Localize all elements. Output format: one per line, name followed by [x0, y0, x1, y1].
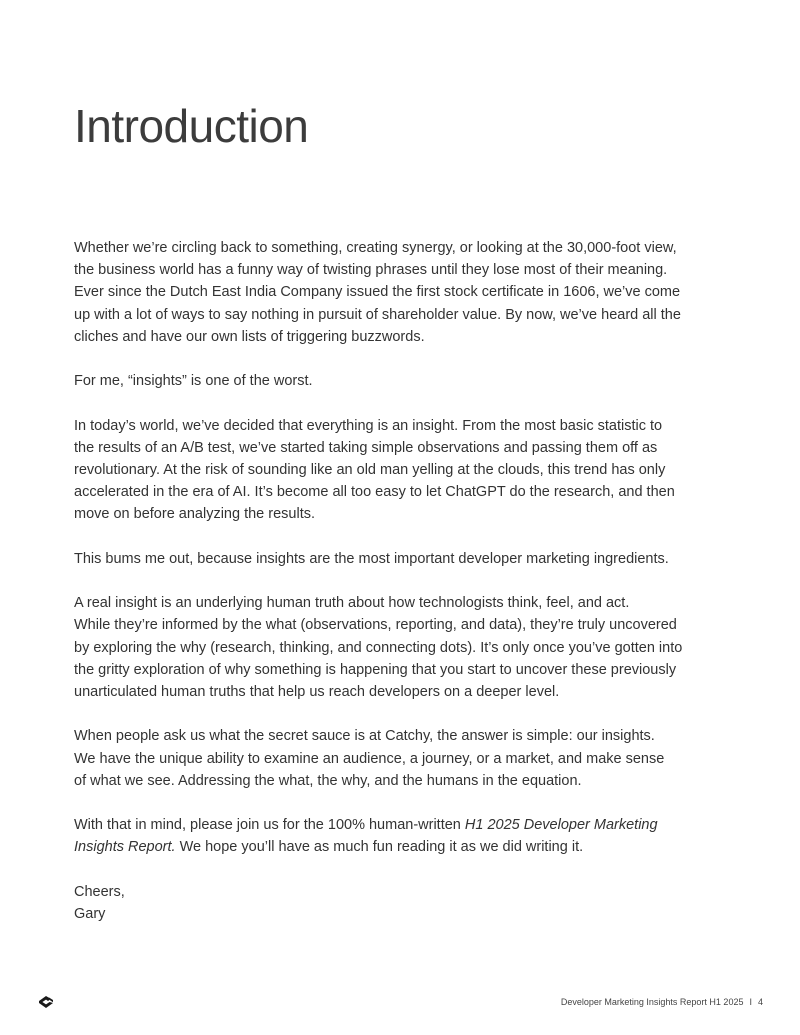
paragraph-line: revolutionary. At the risk of sounding like an old man yelling at the clouds, this trend has only — [74, 462, 666, 478]
page-title: Introduction — [74, 100, 309, 152]
footer-report-name: Developer Marketing Insights Report H1 2025 — [560, 997, 744, 1007]
signoff — [74, 881, 714, 925]
paragraph-3 — [74, 415, 714, 526]
paragraph-line: Whether we’re circling back to something, creating synergy, or looking at the 30,000-foot view, — [74, 240, 677, 256]
paragraph-line: move on before analyzing the results. — [74, 506, 315, 523]
paragraph-line: For me, “insights” is one of the worst. — [74, 373, 313, 390]
paragraph-line: the business world has a funny way of twisting phrases until they lose most of their meaning. — [74, 262, 668, 279]
paragraph-line: by exploring the why (research, thinking, and connecting dots). It’s only once you’ve gotten into — [74, 639, 683, 656]
paragraph-line: Ever since the Dutch East India Company issued the first stock certificate in 1606, we’ve come — [74, 284, 681, 301]
paragraph-text: With that in mind, please join us for the 100% human-written — [74, 817, 465, 834]
paragraph-line: cliches and have our own lists of triggering buzzwords. — [74, 328, 425, 345]
signoff-name: Gary — [74, 905, 106, 922]
catchy-logo-icon — [36, 992, 56, 1012]
paragraph-line: of what we see. Addressing the what, the why, and the humans in the equation. — [74, 772, 582, 789]
catchy-logo-icon-svg — [36, 992, 56, 1012]
paragraph-line: While they’re informed by the what (observations, reporting, and data), they’re truly uncovered — [74, 617, 677, 634]
paragraph-line: We have the unique ability to examine an audience, a journey, or a market, and make sense — [74, 750, 665, 767]
paragraph-line — [74, 836, 714, 858]
paragraph-2 — [74, 370, 714, 392]
paragraph-line: up with a lot of ways to say nothing in pursuit of shareholder value. By now, we’ve heard all the — [74, 306, 681, 323]
paragraph-1 — [74, 237, 714, 348]
footer-separator: I — [749, 997, 752, 1007]
paragraph-line: A real insight is an underlying human truth about how technologists think, feel, and act. — [74, 595, 630, 612]
paragraph-line: unarticulated human truths that help us reach developers on a deeper level. — [74, 684, 560, 700]
paragraph-line: This bums me out, because insights are the most important developer marketing ingredients. — [74, 550, 669, 567]
page-number: 4 — [757, 997, 763, 1007]
report-title-italic: H1 2025 Developer Marketing — [464, 817, 658, 834]
footer-text — [561, 996, 763, 1008]
report-title-italic: Insights Report. — [74, 839, 176, 856]
paragraph-6 — [74, 725, 714, 792]
body-text — [74, 237, 714, 947]
paragraph-7 — [74, 814, 714, 858]
paragraph-line: the results of an A/B test, we’ve started taking simple observations and passing them off as — [74, 439, 658, 456]
signoff-closing: Cheers, — [74, 883, 125, 900]
paragraph-text: We hope you’ll have as much fun reading it as we did writing it. — [175, 839, 584, 856]
paragraph-line: accelerated in the era of AI. It’s become all too easy to let ChatGPT do the research, and then — [74, 484, 675, 501]
paragraph-4 — [74, 548, 714, 570]
page-footer — [0, 990, 800, 1014]
paragraph-line: the gritty exploration of why something is happening that you start to uncover these previously — [74, 661, 677, 678]
paragraph-line — [74, 814, 714, 836]
paragraph-line: In today’s world, we’ve decided that everything is an insight. From the most basic statistic to — [74, 417, 663, 434]
paragraph-5 — [74, 592, 714, 703]
paragraph-line: When people ask us what the secret sauce is at Catchy, the answer is simple: our insights. — [74, 728, 655, 745]
